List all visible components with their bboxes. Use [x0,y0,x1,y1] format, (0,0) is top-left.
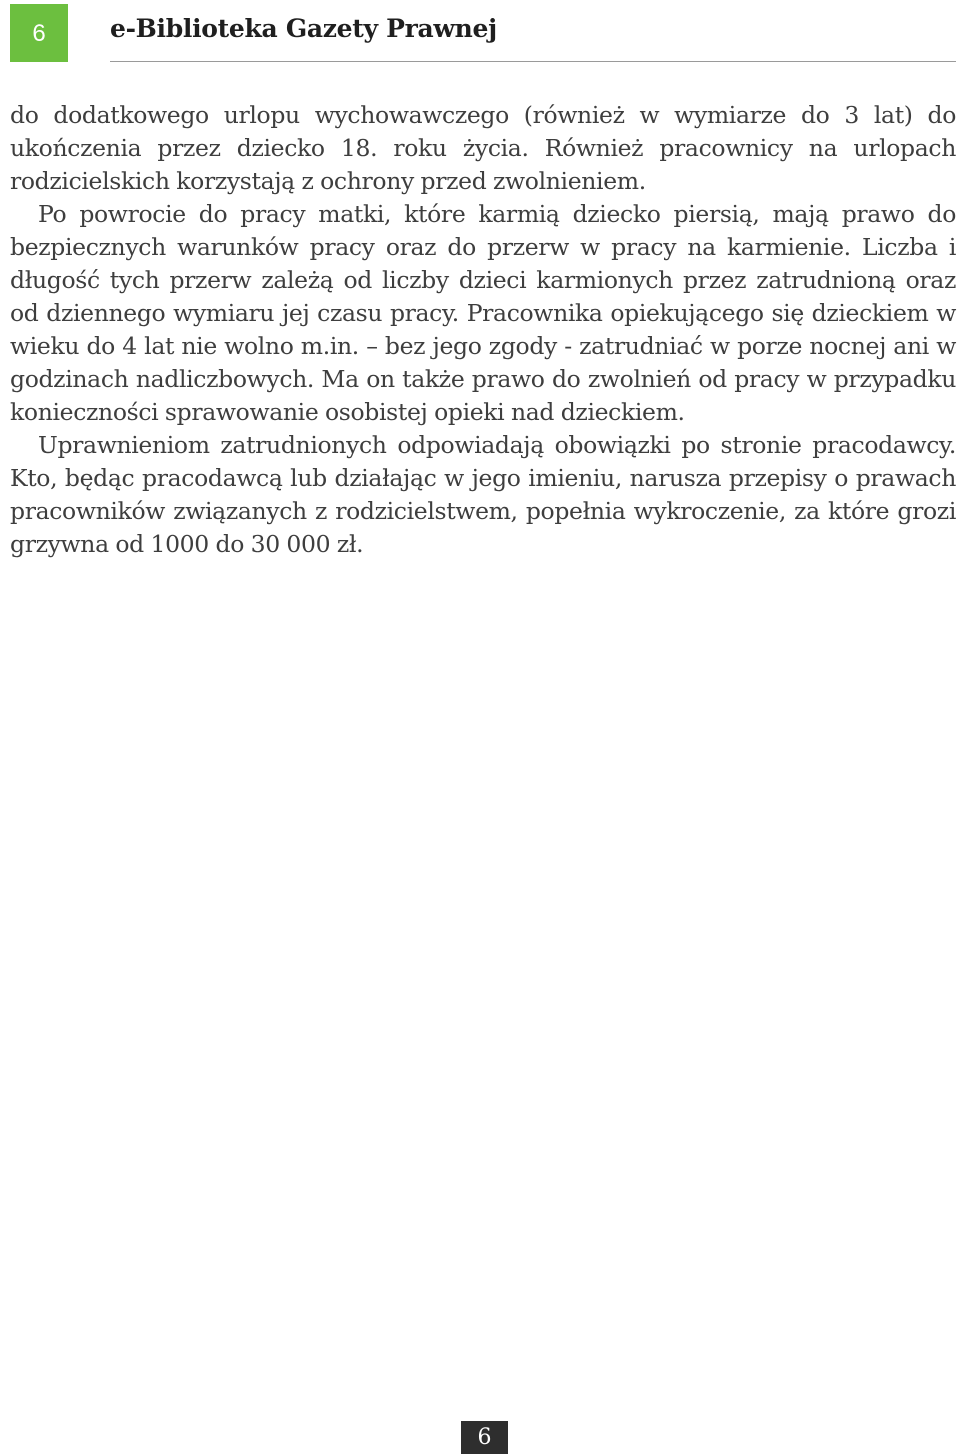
page-number-badge: 6 [10,4,68,62]
body-text [10,99,956,561]
header-divider [110,61,956,62]
running-title: e-Biblioteka Gazety Prawnej [110,14,497,43]
paragraph-3: Uprawnieniom zatrudnionych odpowiadają obowiązki po stronie pracodawcy. Kto, będąc pracodawcą lub działając w jego imieniu, narusza przepisy o prawach pracowników związanych z rodzicielstwem, popełnia wykroczenie, za które grozi grzywna od 1000 do 30 000 zł. [10,431,956,558]
footer-page-number: 6 [461,1421,508,1454]
paragraph-1: do dodatkowego urlopu wychowawczego (również w wymiarze do 3 lat) do ukończenia przez dziecko 18. roku życia. Również pracownicy na urlopach rodzicielskich korzystają z ochrony przed zwolnieniem. [10,101,956,195]
paragraph-2: Po powrocie do pracy matki, które karmią dziecko piersią, mają prawo do bezpiecznych warunków pracy oraz do przerw w pracy na karmienie. Liczba i długość tych przerw zależą od liczby dzieci karmionych przez zatrudnioną oraz od dziennego wymiaru jej czasu pracy. Pracownika opiekującego się dzieckiem w wieku do 4 lat nie wolno m.in. – bez jego zgody - zatrudniać w porze nocnej ani w godzinach nadliczbowych. Ma on także prawo do zwolnień od pracy w przypadku konieczności sprawowanie osobistej opieki nad dzieckiem. [10,200,956,426]
page-header [0,0,960,70]
